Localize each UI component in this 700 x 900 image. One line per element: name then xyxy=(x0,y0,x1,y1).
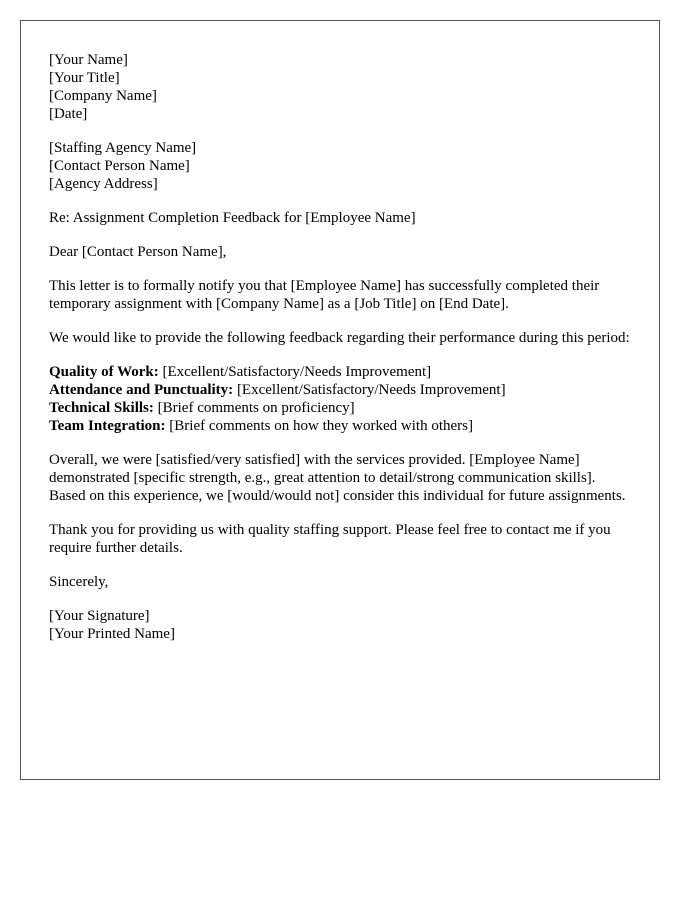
recipient-agency: [Staffing Agency Name] xyxy=(49,140,197,156)
feedback-value: [Brief comments on proficiency] xyxy=(153,400,355,416)
feedback-label: Technical Skills: xyxy=(49,400,154,416)
feedback-item xyxy=(49,399,631,417)
feedback-item xyxy=(49,417,631,435)
recipient-address: [Agency Address] xyxy=(49,176,158,192)
letter-page xyxy=(20,20,660,780)
feedback-item xyxy=(49,381,631,399)
signature-block xyxy=(49,607,631,643)
sender-block xyxy=(49,51,631,123)
feedback-value: [Brief comments on how they worked with others] xyxy=(165,418,473,434)
feedback-label: Attendance and Punctuality: xyxy=(49,382,234,398)
feedback-value: [Excellent/Satisfactory/Needs Improvement] xyxy=(158,364,432,380)
body-paragraph-intro: This letter is to formally notify you that [Employee Name] has successfully completed their temporary assignment with [Company Name] as a [Job Title] on [End Date]. xyxy=(49,278,600,312)
signature: [Your Signature] xyxy=(49,608,150,624)
feedback-label: Quality of Work: xyxy=(49,364,159,380)
salutation: Dear [Contact Person Name], xyxy=(49,244,227,260)
subject-line: Re: Assignment Completion Feedback for [Employee Name] xyxy=(49,210,416,226)
sender-name: [Your Name] xyxy=(49,52,128,68)
body-paragraph-feedback-intro: We would like to provide the following feedback regarding their performance during this period: xyxy=(49,330,630,346)
feedback-item xyxy=(49,363,631,381)
overall-paragraph: Overall, we were [satisfied/very satisfied] with the services provided. [Employee Name] demonstrated [specific strength, e.g., great attention to detail/strong communication skills]. Based on this experience, we [would/would not] consider this individual for future assignments. xyxy=(49,452,626,504)
recipient-contact: [Contact Person Name] xyxy=(49,158,190,174)
feedback-list xyxy=(49,363,631,435)
closing: Sincerely, xyxy=(49,574,109,590)
letter-date: [Date] xyxy=(49,106,88,122)
sender-title: [Your Title] xyxy=(49,70,120,86)
feedback-label: Team Integration: xyxy=(49,418,166,434)
printed-name: [Your Printed Name] xyxy=(49,626,175,642)
thanks-paragraph: Thank you for providing us with quality staffing support. Please feel free to contact me if you require further details. xyxy=(49,522,611,556)
recipient-block xyxy=(49,139,631,193)
feedback-value: [Excellent/Satisfactory/Needs Improvement] xyxy=(233,382,506,398)
sender-company: [Company Name] xyxy=(49,88,157,104)
